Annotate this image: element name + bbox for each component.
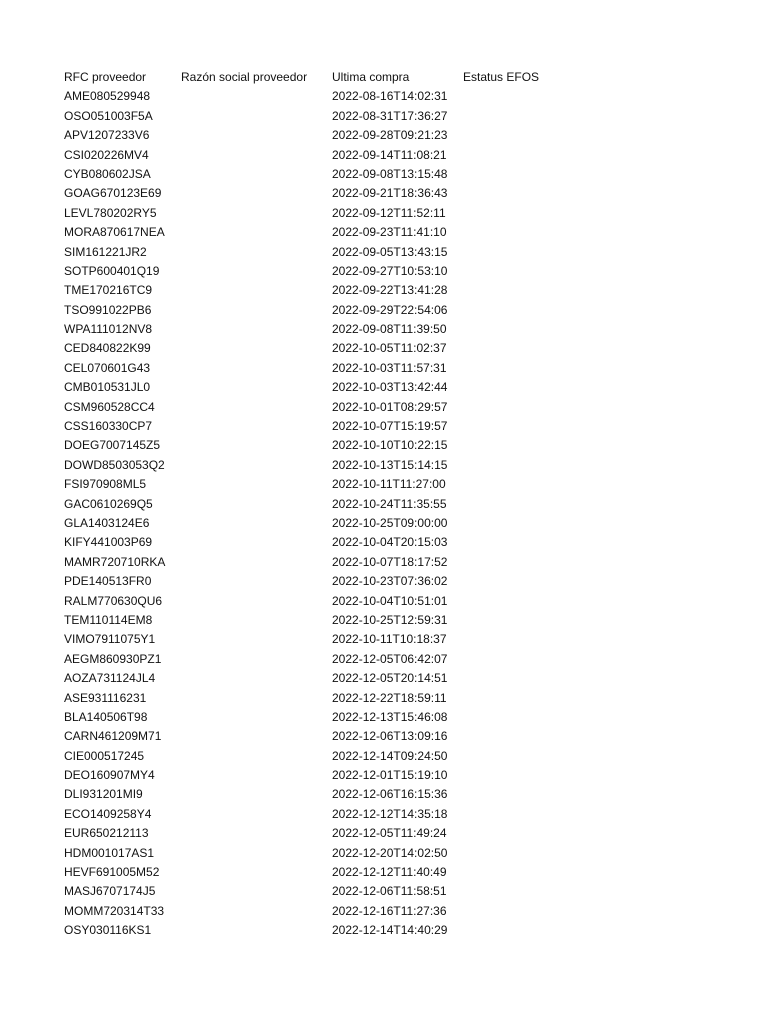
cell-ultima-compra: 2022-10-03T13:42:44 — [332, 380, 448, 395]
table-row — [64, 902, 744, 921]
table-row — [64, 708, 744, 727]
cell-ultima-compra: 2022-10-03T11:57:31 — [332, 360, 447, 375]
table-row — [64, 630, 744, 649]
table-row — [64, 572, 744, 591]
cell-rfc: PDE140513FR0 — [64, 574, 152, 589]
cell-rfc: DOWD8503053Q2 — [64, 457, 165, 472]
cell-ultima-compra: 2022-10-05T11:02:37 — [332, 341, 447, 356]
cell-rfc: CED840822K99 — [64, 341, 151, 356]
table-row — [64, 553, 744, 572]
cell-rfc: DEO160907MY4 — [64, 768, 155, 783]
cell-ultima-compra: 2022-10-10T10:22:15 — [332, 438, 448, 453]
cell-rfc: BLA140506T98 — [64, 709, 148, 724]
cell-ultima-compra: 2022-09-27T10:53:10 — [332, 263, 448, 278]
cell-ultima-compra: 2022-10-13T15:14:15 — [332, 457, 448, 472]
table-row — [64, 592, 744, 611]
table-row — [64, 417, 744, 436]
cell-ultima-compra: 2022-12-20T14:02:50 — [332, 845, 448, 860]
table-row — [64, 824, 744, 843]
cell-ultima-compra: 2022-09-12T11:52:11 — [332, 205, 446, 220]
table-row — [64, 747, 744, 766]
table-row — [64, 766, 744, 785]
cell-rfc: CEL070601G43 — [64, 360, 151, 375]
table-row — [64, 456, 744, 475]
cell-rfc: SIM161221JR2 — [64, 244, 147, 259]
cell-rfc: TEM110114EM8 — [64, 612, 153, 627]
table-row — [64, 805, 744, 824]
table-row — [64, 378, 744, 397]
cell-rfc: MORA870617NEA — [64, 225, 165, 240]
column-header-rfc: RFC proveedor — [64, 70, 147, 84]
cell-rfc: CMB010531JL0 — [64, 380, 151, 395]
column-header-razon-social: Razón social proveedor — [181, 70, 308, 84]
cell-ultima-compra: 2022-12-06T16:15:36 — [332, 787, 448, 802]
cell-ultima-compra: 2022-12-05T06:42:07 — [332, 651, 448, 666]
table-row — [64, 727, 744, 746]
cell-rfc: TME170216TC9 — [64, 283, 153, 298]
table-row — [64, 320, 744, 339]
cell-ultima-compra: 2022-09-14T11:08:21 — [332, 147, 447, 162]
cell-ultima-compra: 2022-12-01T15:19:10 — [332, 768, 448, 783]
cell-ultima-compra: 2022-10-23T07:36:02 — [332, 574, 448, 589]
cell-ultima-compra: 2022-10-25T09:00:00 — [332, 515, 448, 530]
cell-rfc: OSO051003F5A — [64, 108, 153, 123]
cell-rfc: AOZA731124JL4 — [64, 671, 156, 686]
cell-ultima-compra: 2022-09-21T18:36:43 — [332, 186, 448, 201]
cell-ultima-compra: 2022-10-11T10:18:37 — [332, 632, 447, 647]
cell-rfc: DOEG7007145Z5 — [64, 438, 161, 453]
cell-ultima-compra: 2022-09-08T13:15:48 — [332, 166, 448, 181]
supplier-table — [64, 68, 744, 941]
cell-rfc: HDM001017AS1 — [64, 845, 155, 860]
cell-ultima-compra: 2022-10-11T11:27:00 — [332, 477, 446, 492]
table-row — [64, 184, 744, 203]
cell-rfc: SOTP600401Q19 — [64, 263, 160, 278]
cell-ultima-compra: 2022-08-16T14:02:31 — [332, 89, 448, 104]
cell-rfc: APV1207233V6 — [64, 128, 150, 143]
cell-rfc: MOMM720314T33 — [64, 903, 165, 918]
cell-rfc: HEVF691005M52 — [64, 865, 160, 880]
table-body — [64, 87, 744, 940]
cell-rfc: VIMO7911075Y1 — [64, 632, 156, 647]
cell-ultima-compra: 2022-12-06T13:09:16 — [332, 729, 448, 744]
table-row — [64, 844, 744, 863]
cell-ultima-compra: 2022-09-29T22:54:06 — [332, 302, 448, 317]
cell-rfc: OSY030116KS1 — [64, 923, 152, 938]
table-row — [64, 669, 744, 688]
table-row — [64, 223, 744, 242]
cell-ultima-compra: 2022-10-04T10:51:01 — [332, 593, 448, 608]
cell-ultima-compra: 2022-10-24T11:35:55 — [332, 496, 447, 511]
cell-ultima-compra: 2022-09-22T13:41:28 — [332, 283, 448, 298]
table-row — [64, 281, 744, 300]
table-row — [64, 495, 744, 514]
cell-ultima-compra: 2022-12-14T09:24:50 — [332, 748, 448, 763]
table-row — [64, 475, 744, 494]
cell-ultima-compra: 2022-12-12T14:35:18 — [332, 806, 448, 821]
table-row — [64, 87, 744, 106]
table-row — [64, 107, 744, 126]
table-row — [64, 398, 744, 417]
cell-rfc: GLA1403124E6 — [64, 515, 150, 530]
table-header-row — [64, 68, 744, 87]
cell-ultima-compra: 2022-09-28T09:21:23 — [332, 128, 448, 143]
cell-ultima-compra: 2022-12-14T14:40:29 — [332, 923, 448, 938]
cell-rfc: CYB080602JSA — [64, 166, 151, 181]
table-row — [64, 204, 744, 223]
cell-rfc: LEVL780202RY5 — [64, 205, 157, 220]
cell-rfc: DLI931201MI9 — [64, 787, 143, 802]
cell-rfc: AEGM860930PZ1 — [64, 651, 162, 666]
cell-ultima-compra: 2022-12-22T18:59:11 — [332, 690, 447, 705]
cell-rfc: FSI970908ML5 — [64, 477, 147, 492]
table-row — [64, 301, 744, 320]
cell-rfc: CSS160330CP7 — [64, 419, 153, 434]
cell-rfc: CIE000517245 — [64, 748, 145, 763]
table-row — [64, 436, 744, 455]
table-row — [64, 863, 744, 882]
table-row — [64, 785, 744, 804]
table-row — [64, 533, 744, 552]
table-row — [64, 882, 744, 901]
table-row — [64, 650, 744, 669]
cell-ultima-compra: 2022-08-31T17:36:27 — [332, 108, 448, 123]
cell-rfc: MASJ6707174J5 — [64, 884, 156, 899]
table-row — [64, 146, 744, 165]
cell-rfc: TSO991022PB6 — [64, 302, 152, 317]
cell-rfc: WPA111012NV8 — [64, 322, 153, 337]
table-row — [64, 611, 744, 630]
table-row — [64, 359, 744, 378]
cell-rfc: CSM960528CC4 — [64, 399, 155, 414]
cell-ultima-compra: 2022-12-06T11:58:51 — [332, 884, 447, 899]
cell-rfc: KIFY441003P69 — [64, 535, 153, 550]
cell-ultima-compra: 2022-10-07T15:19:57 — [332, 419, 448, 434]
cell-ultima-compra: 2022-12-05T20:14:51 — [332, 671, 448, 686]
cell-rfc: AME080529948 — [64, 89, 151, 104]
cell-ultima-compra: 2022-09-23T11:41:10 — [332, 225, 447, 240]
cell-rfc: RALM770630QU6 — [64, 593, 163, 608]
cell-rfc: GAC0610269Q5 — [64, 496, 153, 511]
cell-ultima-compra: 2022-12-13T15:46:08 — [332, 709, 448, 724]
table-row — [64, 126, 744, 145]
cell-ultima-compra: 2022-12-16T11:27:36 — [332, 903, 447, 918]
cell-ultima-compra: 2022-09-05T13:43:15 — [332, 244, 448, 259]
cell-ultima-compra: 2022-09-08T11:39:50 — [332, 322, 447, 337]
table-row — [64, 262, 744, 281]
cell-rfc: MAMR720710RKA — [64, 554, 166, 569]
cell-ultima-compra: 2022-10-07T18:17:52 — [332, 554, 448, 569]
cell-rfc: EUR650212113 — [64, 826, 149, 841]
column-header-estatus-efos: Estatus EFOS — [463, 70, 540, 84]
cell-rfc: CARN461209M71 — [64, 729, 162, 744]
table-row — [64, 921, 744, 940]
cell-ultima-compra: 2022-10-25T12:59:31 — [332, 612, 448, 627]
table-row — [64, 243, 744, 262]
cell-rfc: GOAG670123E69 — [64, 186, 162, 201]
cell-ultima-compra: 2022-10-04T20:15:03 — [332, 535, 448, 550]
table-row — [64, 514, 744, 533]
column-header-ultima-compra: Ultima compra — [332, 70, 410, 84]
table-row — [64, 689, 744, 708]
cell-rfc: ASE931116231 — [64, 690, 147, 705]
cell-rfc: CSI020226MV4 — [64, 147, 149, 162]
table-row — [64, 165, 744, 184]
cell-ultima-compra: 2022-10-01T08:29:57 — [332, 399, 448, 414]
cell-rfc: ECO1409258Y4 — [64, 806, 152, 821]
table-row — [64, 339, 744, 358]
cell-ultima-compra: 2022-12-12T11:40:49 — [332, 865, 447, 880]
cell-ultima-compra: 2022-12-05T11:49:24 — [332, 826, 447, 841]
